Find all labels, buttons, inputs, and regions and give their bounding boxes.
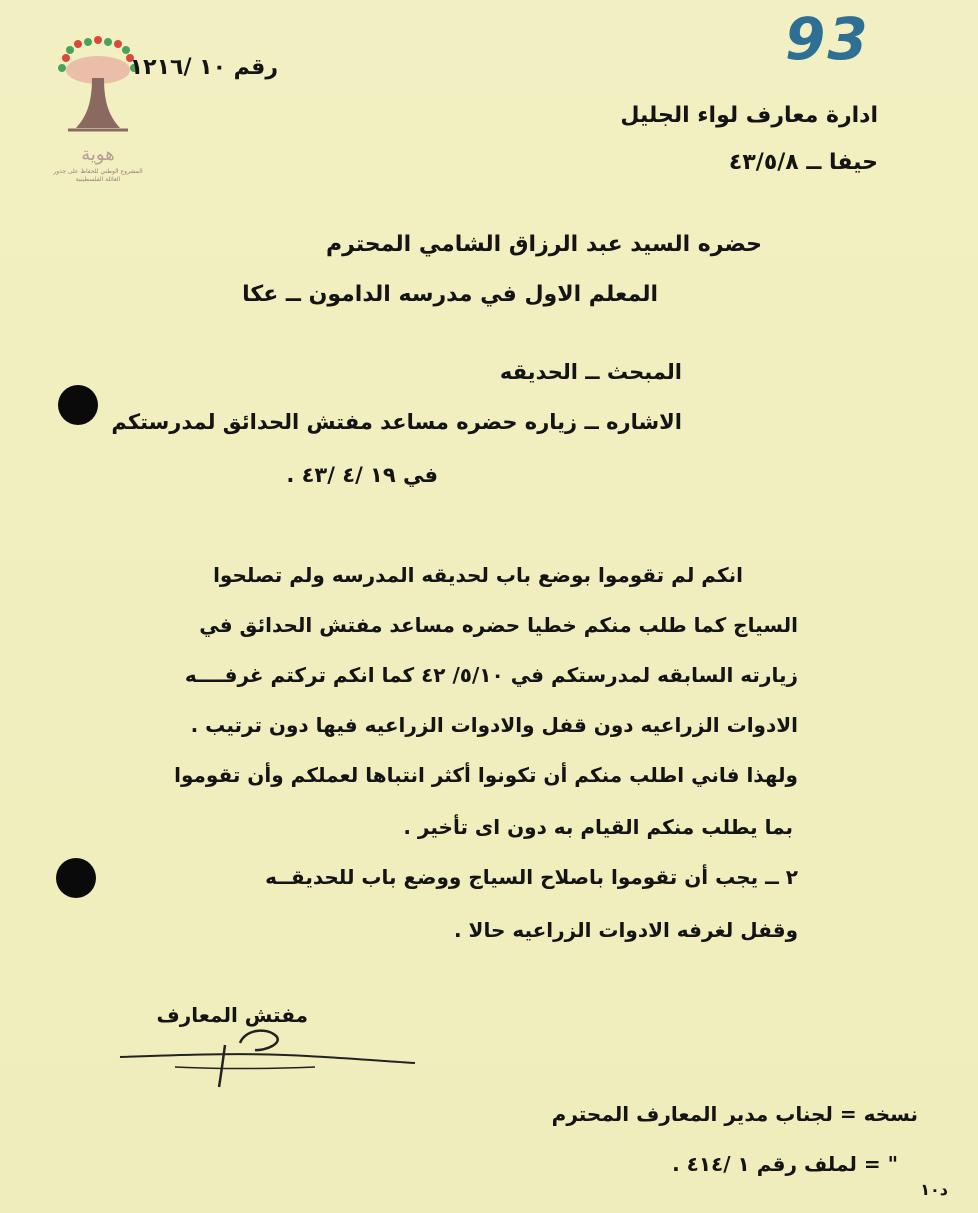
- tree-logo-icon: [48, 30, 148, 190]
- reference-line: الاشاره ــ زياره حضره مساعد مفتش الحدائق لمدرستكم: [111, 410, 682, 434]
- punch-hole: [56, 858, 96, 898]
- subject-line: المبحث ــ الحديقه: [499, 360, 682, 384]
- signatory-title: مفتش المعارف: [156, 1003, 308, 1027]
- logo-caption: المشروع الوطني للحفاظ على جذور العائلة الفلسطينية: [53, 168, 143, 183]
- body-line: بما يطلب منكم القيام به دون اى تأخير .: [403, 815, 793, 839]
- copy-file: " = لملف رقم ١ /٤١٤ .: [672, 1152, 898, 1176]
- signature-icon: [115, 1025, 435, 1095]
- body-line: السياج كما طلب منكم خطيا حضره مساعد مفتش الحدائق في: [199, 613, 798, 637]
- page-number: 93: [785, 5, 870, 73]
- punch-hole: [58, 385, 98, 425]
- body-line: الادوات الزراعيه دون قفل والادوات الزراعيه فيها دون ترتيب .: [190, 713, 798, 737]
- copy-to: نسخه = لجناب مدير المعارف المحترم: [551, 1102, 918, 1126]
- body-line: ولهذا فاني اطلب منكم أن تكونوا أكثر انتباها لعملكم وأن تقوموا: [174, 763, 798, 787]
- office-name: ادارة معارف لواء الجليل: [620, 103, 878, 128]
- body-line: زيارته السابقه لمدرستكم في ٥/١٠/ ٤٢ كما انكم تركتم غرفــــه: [184, 663, 798, 687]
- addressee-role: المعلم الاول في مدرسه الدامون ــ عكا: [242, 282, 658, 307]
- addressee: حضره السيد عبد الرزاق الشامي المحترم: [326, 232, 762, 257]
- body-line: وقفل لغرفه الادوات الزراعيه حالا .: [454, 918, 798, 942]
- corner-mark: د١٠: [920, 1180, 948, 1199]
- place-date: حيفا ــ ٤٣/٥/٨: [728, 150, 878, 175]
- body-line: ٢ ــ يجب أن تقوموا باصلاح السياج ووضع باب للحديقــه: [265, 865, 798, 889]
- reference-date: في ١٩ /٤ /٤٣ .: [286, 463, 438, 487]
- reference-number: رقم ١٠ /١٢١٦: [129, 55, 278, 80]
- body-line: انكم لم تقوموا بوضع باب لحديقه المدرسه ولم تصلحوا: [213, 563, 743, 587]
- logo-name: هوية: [81, 144, 115, 165]
